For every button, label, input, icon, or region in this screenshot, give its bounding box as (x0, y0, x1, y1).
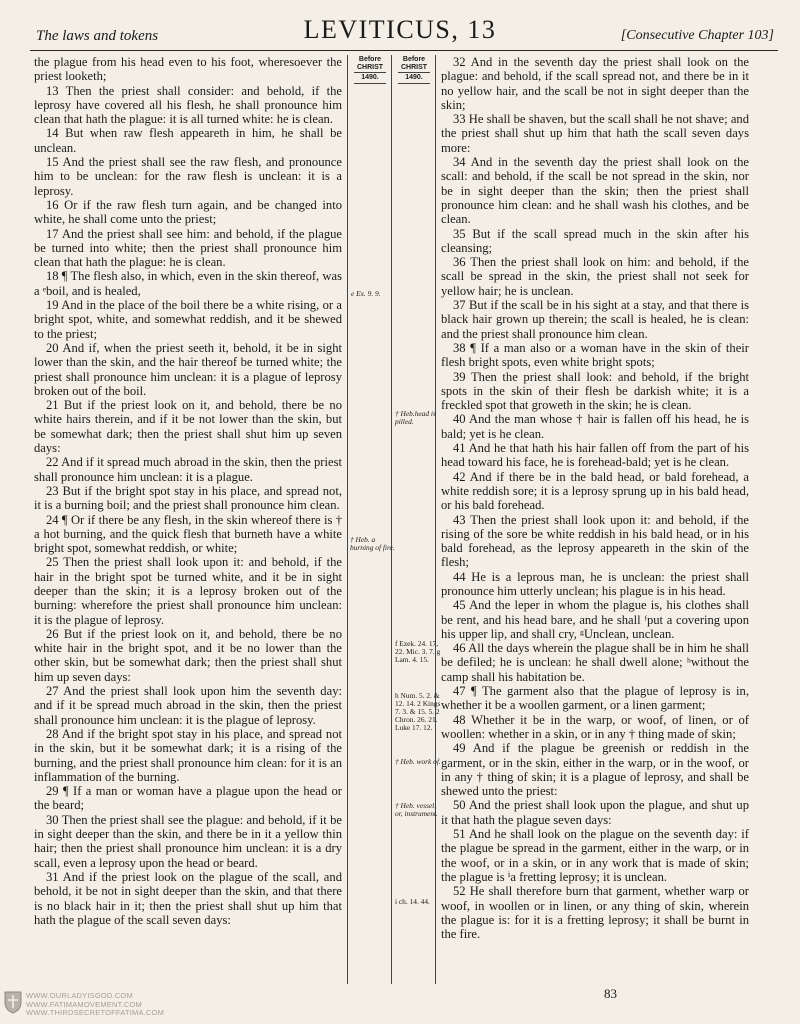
margin-christ: CHRIST (356, 63, 384, 71)
margin-note: e Ex. 9. 9. (351, 289, 381, 298)
verse: 36 Then the priest shall look on him: and behold, if the scall be spread in the skin, the priest shall not seek for yellow hair; he is unclean. (441, 255, 749, 298)
page-number: 83 (604, 986, 617, 1001)
verse: 40 And the man whose † hair is fallen off his head, he is bald; yet is he clean. (441, 412, 749, 441)
header-rule (30, 50, 778, 51)
verse: 31 And if the priest look on the plague of the scall, and behold, it be not in sight deeper than the skin, and that there is no black hair in it; then the priest shall shut up him that hath the plague of the scall seven days: (34, 869, 342, 927)
verse: 42 And if there be in the bald head, or bald forehead, a white reddish sore; it is a leprosy sprung up in his bald head, or his bald forehead. (441, 469, 749, 513)
margin-note: † Heb.head is pilled. (395, 409, 436, 426)
verse: 49 And if the plague be greenish or reddish in the garment, or in the skin, either in the warp, or in the woof, or in any † thing of skin; it is a plague of leprosy, and shall be shewed unto the priest: (441, 741, 749, 799)
verse: 33 He shall be shaven, but the scall shall he not shave; and the priest shall shut up him that hath the scall seven days more: (441, 112, 749, 155)
verse: 20 And if, when the priest seeth it, behold, it be in sight lower than the skin, and the hair thereof be turned white; the priest shall pronounce him unclean: it is a plague of leprosy broken out of the boil. (34, 340, 342, 398)
margin-christ: CHRIST (400, 63, 428, 71)
verse: 28 And if the bright spot stay in his place, and spread not in the skin, but it be somewhat dark; it is a rising of the burning, and the priest shall pronounce him clean: for it is an inflammation of the burning. (34, 726, 342, 784)
verse: 27 And the priest shall look upon him the seventh day: and if it be spread much abroad in the skin, then the priest shall pronounce him unclean: it is the plague of leprosy. (34, 684, 342, 727)
margin-before: Before (402, 56, 426, 63)
margin-note: h Num. 5. 2. & 12. 14. 2 Kings 7. 3. & 15. 5. 2 Chron. 26. 21. Luke 17. 12. (395, 691, 441, 732)
verse: 39 Then the priest shall look: and behold, if the bright spots in the skin of their flesh be darkish white; it is a freckled spot that groweth in the skin; he is clean. (441, 369, 749, 413)
margin-note: † Heb. work of. (395, 757, 441, 766)
verse: 15 And the priest shall see the raw flesh, and pronounce him to be unclean: for the raw flesh is unclean: it is a leprosy. (34, 155, 342, 198)
verse: 38 ¶ If a man also or a woman have in the skin of their flesh bright spots, even white bright spots; (441, 340, 749, 370)
verse: 45 And the leper in whom the plague is, his clothes shall be rent, and his head bare, and he shall ᶠput a covering upon his upper lip, and shall cry, ᵍUnclean, unclean. (441, 598, 749, 641)
margin-date-head (392, 56, 436, 84)
watermark (26, 992, 164, 1018)
left-column (34, 55, 342, 927)
page-header (0, 6, 800, 50)
verse: 44 He is a leprous man, he is unclean: the priest shall pronounce him utterly unclean; his plague is in his head. (441, 569, 749, 598)
header-left: The laws and tokens (36, 28, 159, 44)
verse: 41 And he that hath his hair fallen off from the part of his head toward his face, he is forehead-bald; yet is he clean. (441, 441, 749, 470)
verse: 21 But if the priest look on it, and behold, there be no white hairs therein, and if it be not lower than the skin, but be somewhat dark; then the priest shall shut him up seven days: (34, 398, 342, 456)
right-column (441, 55, 749, 941)
verse: the plague from his head even to his foot, wheresoever the priest looketh; (34, 55, 342, 84)
margin-note: † Heb. a burning of fire. (350, 535, 395, 552)
column-divider (347, 55, 348, 984)
verse: 43 Then the priest shall look upon it: and behold, if the rising of the sore be white reddish in his bald head, or in his bald forehead, as the leprosy appeareth in the skin of the flesh; (441, 512, 749, 570)
verse: 50 And the priest shall look upon the plague, and shut up it that hath the plague seven days: (441, 798, 749, 827)
verse: 32 And in the seventh day the priest shall look on the plague: and behold, if the scall spread not, and there be in it no yellow hair, and the scall be not in sight deeper than the skin; (441, 55, 749, 112)
watermark-line: WWW.FATIMAMOVEMENT.COM (26, 999, 142, 1009)
margin-year: 1490. (398, 72, 430, 84)
verse: 25 Then the priest shall look upon it: and behold, if the hair in the bright spot be turned white, and it be in sight deeper than the skin; it is a leprosy broken out of the burning: wherefore the priest shall pronounce him unclean: it is the plague of leprosy. (34, 555, 342, 627)
verse: 19 And in the place of the boil there be a white rising, or a bright spot, white, and somewhat reddish, and it be shewed to the priest; (34, 298, 342, 341)
verse: 47 ¶ The garment also that the plague of leprosy is in, whether it be a woollen garment, or a linen garment; (441, 684, 749, 713)
verse: 16 Or if the raw flesh turn again, and be changed into white, he shall come unto the priest; (34, 197, 342, 227)
shield-logo-icon (3, 990, 23, 1014)
verse: 34 And in the seventh day the priest shall look on the scall: and behold, if the scall be not spread in the skin, nor be in sight deeper than the skin; then the priest shall pronounce him clean: and he shall wash his clothes, and be clean. (441, 155, 749, 227)
page-title: LEVITICUS, 13 (303, 15, 497, 44)
verse: 23 But if the bright spot stay in his place, and spread not, it is a burning boil; and the priest shall pronounce him clean. (34, 483, 342, 513)
column-divider (435, 55, 436, 984)
verse: 17 And the priest shall see him: and behold, if the plague be turned into white; then the priest shall pronounce him clean that hath the plague: he is clean. (34, 226, 342, 270)
margin-before: Before (358, 56, 382, 63)
watermark-line: WWW.OURLADYISGOD.COM (26, 991, 133, 1000)
margin-note: i ch. 14. 44. (395, 897, 430, 906)
margin-date-head (348, 56, 392, 84)
verse: 46 All the days wherein the plague shall be in him he shall be defiled; he is unclean: he shall dwell alone; ʰwithout the camp shall his habitation be. (441, 641, 749, 684)
verse: 29 ¶ If a man or woman have a plague upon the head or the beard; (34, 784, 342, 813)
margin-year: 1490. (354, 72, 386, 84)
verse: 48 Whether it be in the warp, or woof, of linen, or of woollen: whether in a skin, or in any † thing made of skin; (441, 712, 749, 741)
verse: 22 And if it spread much abroad in the skin, then the priest shall pronounce him unclean: it is a plague. (34, 455, 342, 484)
verse: 13 Then the priest shall consider: and behold, if the leprosy have covered all his flesh, he shall pronounce him clean that hath the plague: it is all turned white: he is clean. (34, 83, 342, 127)
verse: 24 ¶ Or if there be any flesh, in the skin whereof there is † a hot burning, and the quick flesh that burneth have a white bright spot, somewhat reddish, or white; (34, 512, 342, 556)
column-divider (391, 55, 392, 984)
header-right: [Consecutive Chapter 103] (620, 28, 774, 43)
verse: 51 And he shall look on the plague on the seventh day: if the plague be spread in the garment, either in the warp, or in the woof, or in a skin, or in any work that is made of skin; the plague is ⁱa fretting leprosy; it is unclean. (441, 827, 749, 884)
verse: 52 He shall therefore burn that garment, whether warp or woof, in woollen or in linen, or any thing of skin, wherein the plague is: for it is a fretting leprosy; it shall be burnt in the fire. (441, 884, 749, 942)
verse: 30 Then the priest shall see the plague: and behold, if it be in sight deeper than the skin, and there be in it a yellow thin hair; then the priest shall pronounce him unclean: it is a dry scall, even a leprosy upon the head or beard. (34, 812, 342, 870)
verse: 35 But if the scall spread much in the skin after his cleansing; (441, 226, 749, 255)
margin-note: f Ezek. 24. 17, 22. Mic. 3. 7. g Lam. 4. 15. (395, 639, 441, 664)
verse: 18 ¶ The flesh also, in which, even in the skin thereof, was a ᵉboil, and is healed, (34, 269, 342, 298)
verse: 14 But when raw flesh appeareth in him, he shall be unclean. (34, 126, 342, 155)
verse: 37 But if the scall be in his sight at a stay, and that there is black hair grown up therein; the scall is healed, he is clean: and the priest shall pronounce him clean. (441, 298, 749, 341)
watermark-line: WWW.THIRDSECRETOFFATIMA.COM (26, 1008, 165, 1018)
verse: 26 But if the priest look on it, and behold, there be no white hair in the bright spot, and it be no lower than the other skin, but be somewhat dark; then the priest shall shut him up seven days: (34, 626, 342, 684)
margin-note: † Heb. vessel, or, instrument. (395, 801, 438, 818)
